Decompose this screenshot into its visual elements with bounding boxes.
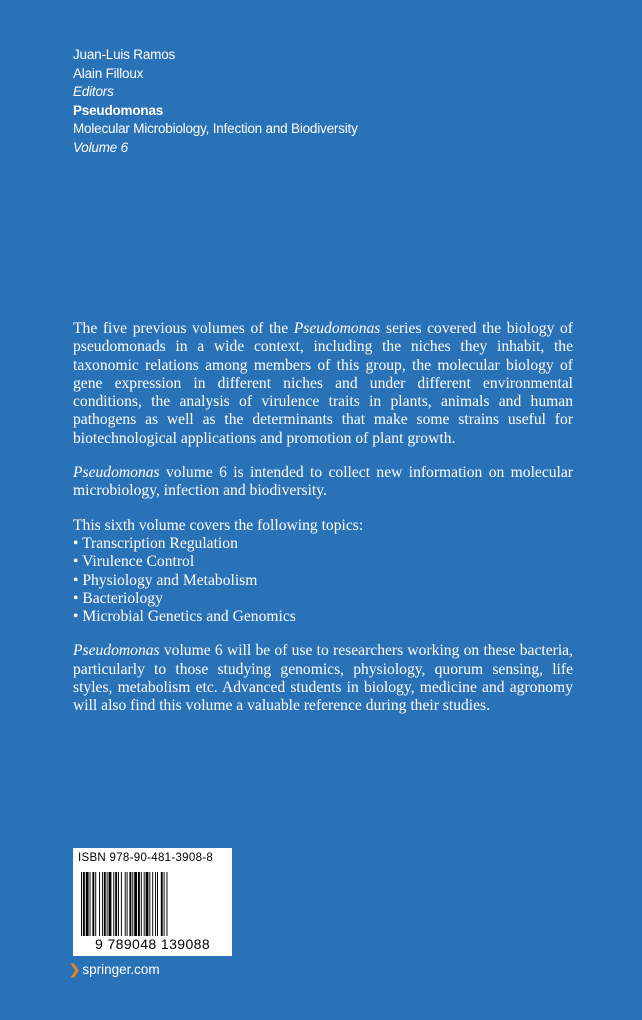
topic-item: • Transcription Regulation — [73, 534, 238, 552]
topic-item: • Physiology and Metabolism — [73, 571, 258, 589]
editors-label: Editors — [73, 84, 114, 99]
topic-item: • Virulence Control — [73, 553, 195, 571]
chevron-right-icon: ❯ — [69, 962, 81, 977]
isbn-number: ISBN 978-90-481-3908-8 — [78, 852, 214, 864]
topic-item: • Bacteriology — [73, 589, 163, 607]
topics-list — [73, 517, 573, 627]
genus-name: Pseudomonas — [293, 320, 381, 337]
genus-name: Pseudomonas — [73, 464, 160, 482]
topic-item: • Microbial Genetics and Genomics — [73, 608, 296, 626]
barcode-digits: 9 789048 139088 — [95, 936, 210, 952]
publisher-site: springer.com — [82, 962, 160, 977]
publisher-link[interactable] — [69, 962, 160, 978]
genus-name: Pseudomonas — [73, 642, 160, 660]
back-cover-blurb — [73, 320, 573, 732]
book-subtitle: Molecular Microbiology, Infection and Biodiversity — [73, 121, 358, 136]
topics-intro: This sixth volume covers the following topics: — [73, 516, 364, 534]
text-run: The five previous volumes of the — [73, 320, 294, 337]
editor-name: Juan-Luis Ramos — [73, 47, 176, 62]
book-title: Pseudomonas — [73, 102, 164, 118]
editor-name: Alain Filloux — [73, 65, 144, 81]
isbn-barcode — [73, 848, 232, 956]
text-run: volume 6 is intended to collect new information on molecular microbiology, infection and biodiversity. — [73, 464, 573, 500]
paragraph-audience — [73, 642, 573, 715]
paragraph-intro — [73, 320, 573, 448]
text-run: volume 6 will be of use to researchers working on these bacteria, particularly to those studying genomics, physiology, quorum sensing, life styles, metabolism etc. Advanced students in biology, medicine and agronomy will also find this volume a valuable reference during their studies. — [73, 642, 573, 715]
barcode-bars — [80, 872, 226, 936]
text-run: series covered the biology of pseudomonads in a wide context, including the niches they inhabit, the taxonomic relations among members of this group, the molecular biology of gene expression in different niches and under different environmental conditions, the analysis of virulence traits in plants, animals and human pathogens as well as the determinants that make some strains useful for biotechnological applications and promotion of plant growth. — [73, 320, 573, 447]
volume-label: Volume 6 — [73, 139, 128, 155]
paragraph-purpose — [73, 464, 573, 501]
cover-header — [73, 46, 358, 157]
